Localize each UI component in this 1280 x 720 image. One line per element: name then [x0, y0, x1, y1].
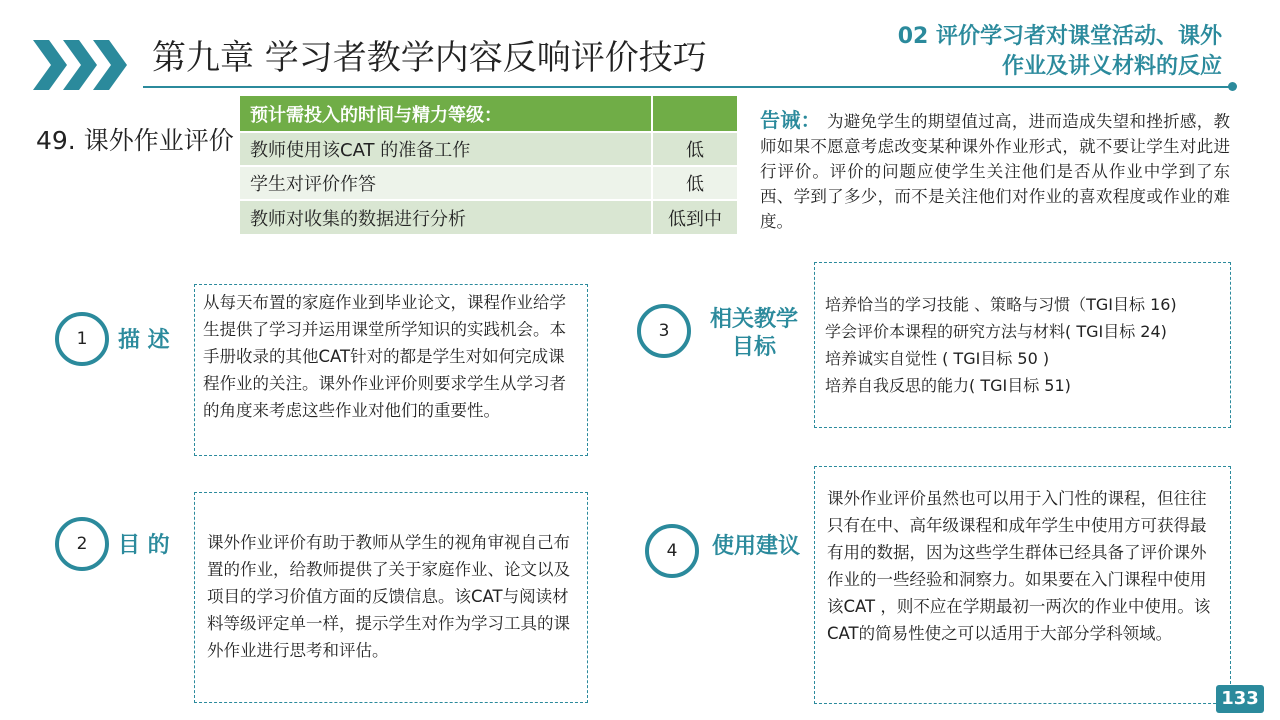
technique-heading: 49. 课外作业评价 [36, 126, 234, 155]
table-row [240, 200, 738, 234]
section-number-2: 2 [55, 517, 109, 571]
section-number-3: 3 [637, 304, 691, 358]
chevron-arrows-icon [33, 40, 129, 90]
goal-item: 培养恰当的学习技能 、策略与习惯（TGI目标 16) [825, 295, 1177, 314]
title-divider [143, 86, 1233, 88]
table-row [240, 166, 738, 200]
goals-label-line-2: 目标 [731, 335, 776, 360]
purpose-text: 课外作业评价有助于教师从学生的视角审视自己布置的作业，给教师提供了关于家庭作业、论文以及项目的学习价值方面的反馈信息。该CAT与阅读材料等级评定单一样，提示学生对作为学习工具的课外作业进行思考和评估。 [207, 533, 570, 660]
table-row [240, 132, 738, 166]
usage-box [814, 466, 1231, 704]
section-label-description: 描 述 [118, 328, 170, 353]
warning-label: 告诫： [760, 108, 821, 132]
page-number: 133 [1216, 685, 1264, 713]
section-label-usage: 使用建议 [712, 534, 801, 559]
table-cell-level: 低 [652, 166, 738, 200]
goal-item: 培养诚实自觉性 ( TGI目标 50 ) [825, 349, 1050, 368]
goals-label-line-1: 相关教学 [709, 307, 798, 332]
description-box [194, 284, 588, 456]
table-header-blank [652, 96, 738, 132]
section-subtitle [822, 22, 1222, 82]
table-cell-task: 教师对收集的数据进行分析 [240, 200, 652, 234]
section-number-1: 1 [55, 312, 109, 366]
goal-item: 学会评价本课程的研究方法与材料( TGI目标 24) [825, 322, 1167, 341]
table-header-row [240, 96, 738, 132]
description-text: 从每天布置的家庭作业到毕业论文，课程作业给学生提供了学习并运用课堂所学知识的实践机会。本手册收录的其他CAT针对的都是学生对如何完成课程作业的关注。课外作业评价则要求学生从学习者的角度来考虑这些作业对他们的重要性。 [203, 293, 566, 420]
warning-text: 为避免学生的期望值过高，进而造成失望和挫折感，教师如果不愿意考虑改变某种课外作业形式，就不要让学生对此进行评价。评价的问题应使学生关注他们是否从作业中学到了东西、学到了多少，而不是关注他们对作业的喜欢程度或作业的难度。 [760, 112, 1231, 231]
purpose-box [194, 492, 588, 703]
table-header: 预计需投入的时间与精力等级： [240, 96, 652, 132]
page-title: 第九章 学习者教学内容反响评价技巧 [152, 38, 707, 78]
divider-dot [1228, 82, 1237, 91]
goals-box [814, 262, 1231, 428]
subtitle-line-2: 作业及讲义材料的反应 [1001, 54, 1222, 79]
warning-note [760, 108, 1230, 234]
section-number-4: 4 [645, 524, 699, 578]
usage-text: 课外作业评价虽然也可以用于入门性的课程，但往往只有在中、高年级课程和成年学生中使用方可获得最有用的数据，因为这些学生群体已经具备了评价课外作业的一些经验和洞察力。如果要在入门课程中使用该CAT ，则不应在学期最初一两次的作业中使用。该CAT的简易性使之可以适用于大部分学科领域。 [827, 489, 1211, 643]
section-label-purpose: 目 的 [118, 533, 170, 558]
table-cell-level: 低 [652, 132, 738, 166]
subtitle-line-1: 02 评价学习者对课堂活动、课外 [897, 24, 1222, 49]
table-cell-task: 学生对评价作答 [240, 166, 652, 200]
section-label-goals [700, 306, 808, 362]
table-cell-level: 低到中 [652, 200, 738, 234]
table-cell-task: 教师使用该CAT 的准备工作 [240, 132, 652, 166]
goal-item: 培养自我反思的能力( TGI目标 51) [825, 376, 1071, 395]
effort-table [240, 96, 739, 234]
